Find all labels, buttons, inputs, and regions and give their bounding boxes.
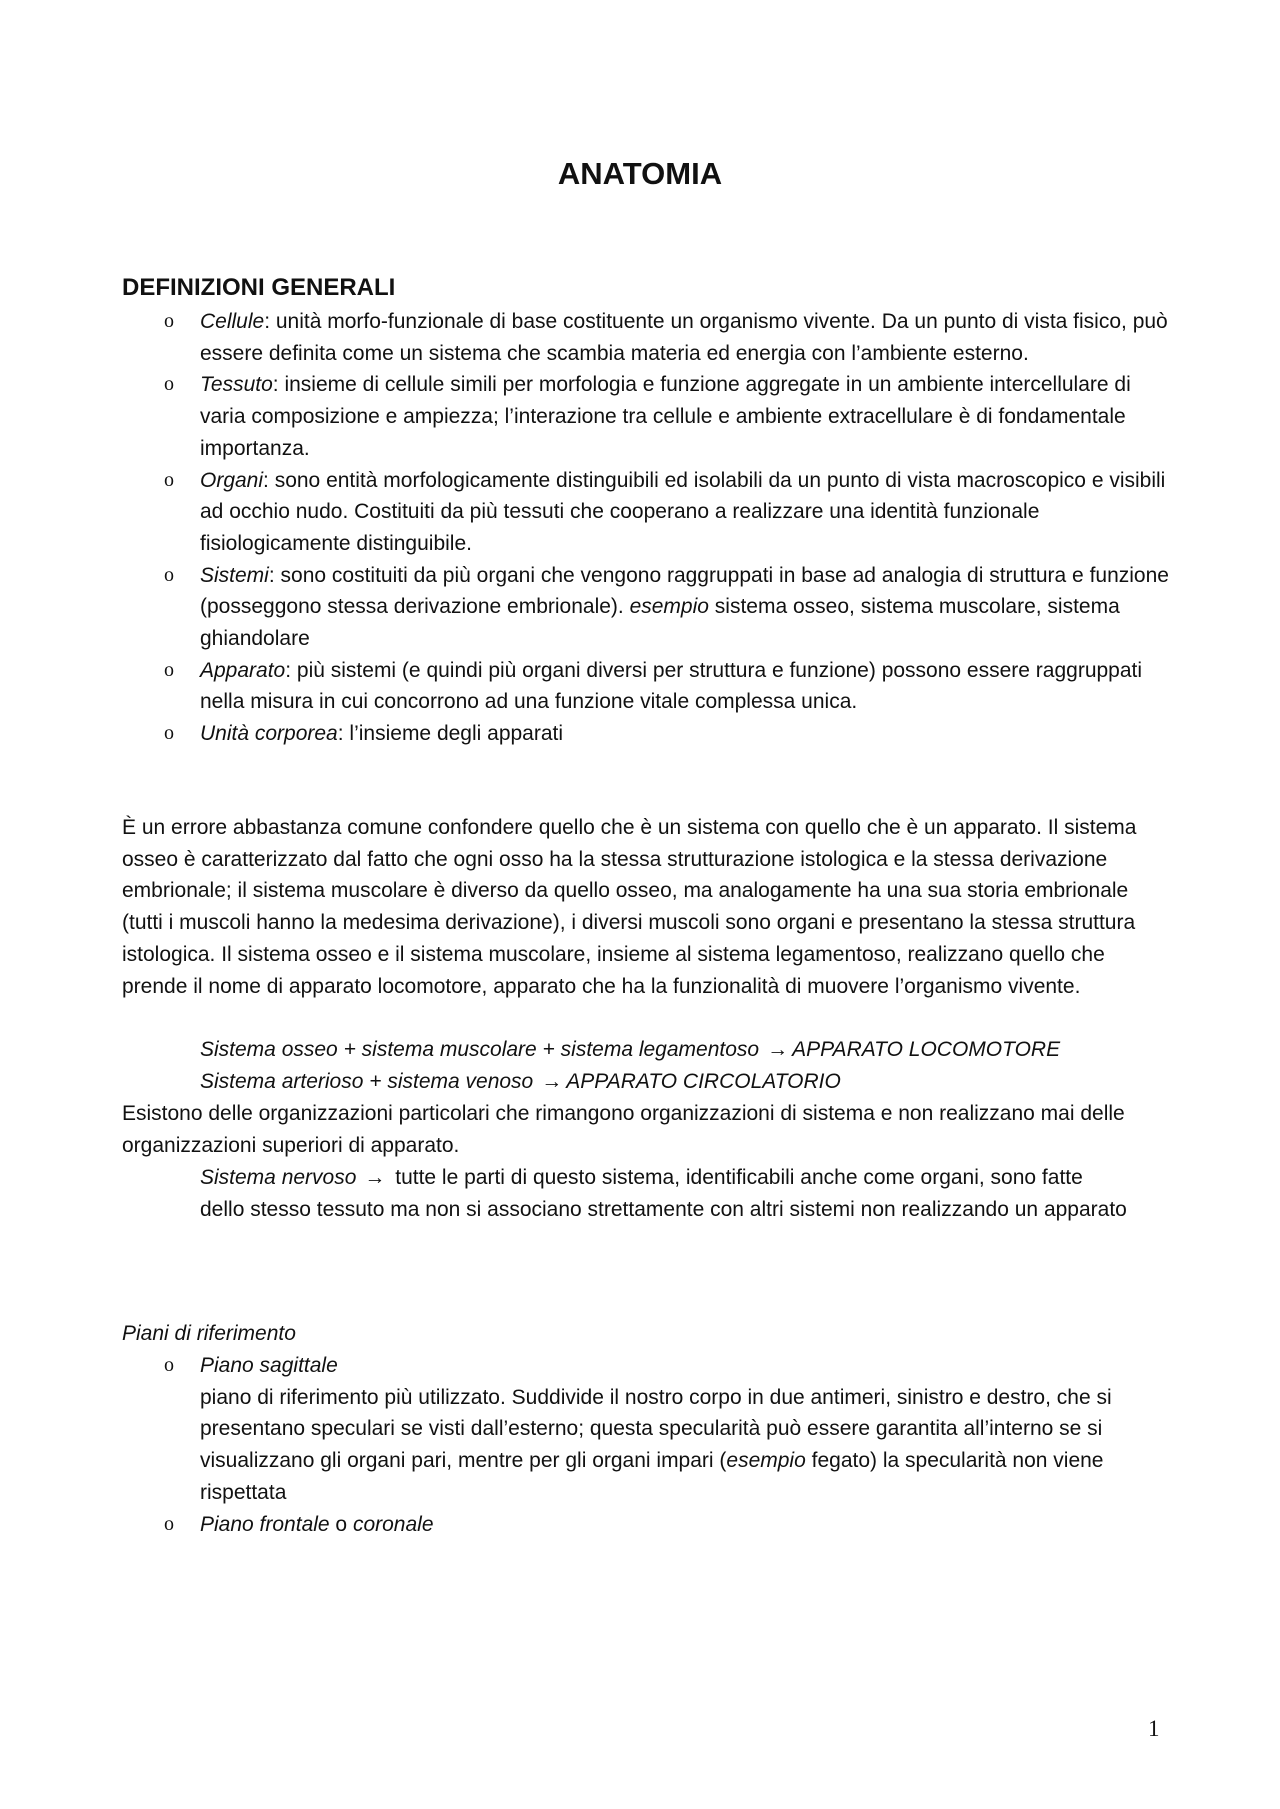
nervous-system-note: [200, 1162, 1130, 1225]
definition-text: : unità morfo-funzionale di base costituente un organismo vivente. Da un punto di vista fisico, può essere definita come un sistema che scambia materia ed energia con l’ambiente esterno.: [200, 310, 1168, 365]
plane-text: piano di riferimento più utilizzato. Suddivide il nostro corpo in due antimeri, sinistro e destro, che si presentano speculari se visti dall’esterno; questa specularità può essere garantita all’interno se si visualizzano gli organi pari, mentre per gli organi impari (: [200, 1385, 1112, 1473]
bullet: o: [164, 373, 174, 396]
definition-text-extra: sistema osseo, sistema muscolare, sistema ghiandolare: [200, 595, 1120, 651]
definition-text: : sono costituiti da più organi che vengono raggruppati in base ad analogia di struttura e funzione (posseggono stessa derivazione embrionale).: [200, 563, 1169, 619]
definition-text: : più sistemi (e quindi più organi diversi per struttura e funzione) possono essere raggruppati nella misura in cui concorrono ad una funzione vitale complessa unica.: [200, 658, 1143, 714]
definition-example: esempio: [629, 595, 709, 619]
list-item: [122, 655, 1172, 718]
bullet: o: [164, 310, 174, 332]
definition-term: Cellule: [200, 310, 265, 333]
formula-line: [200, 1034, 1130, 1066]
plane-example: esempio: [726, 1449, 806, 1473]
planes-title: Piani di riferimento: [122, 1322, 296, 1345]
plane-text-end: fegato) la specularità non viene rispettata: [200, 1449, 1104, 1504]
definition-text: : insieme di cellule simili per morfologia e funzione aggregate in un ambiente intercellulare di varia composizione e ampiezza; l’interazione tra cellule e ambiente extracellulare è di fondamentale importanza.: [200, 373, 1131, 460]
definition-term: Unità corporea: [200, 722, 338, 746]
paragraph: Esistono delle organizzazioni particolari che rimangono organizzazioni di sistema e non realizzano mai delle organizzazioni superiori di apparato.: [122, 1102, 1125, 1157]
plane-name: Piano sagittale: [200, 1354, 338, 1377]
definition-term: Organi: [200, 468, 264, 492]
formula-left: Sistema arterioso + sistema venoso: [200, 1070, 534, 1093]
list-item: [122, 465, 1172, 560]
bullet: o: [164, 722, 174, 745]
arrow-icon: →: [364, 1166, 386, 1189]
definitions-list: [122, 306, 1172, 750]
planes-list: [122, 1350, 1172, 1540]
list-item: [122, 306, 1172, 369]
arrow-icon: →: [541, 1070, 563, 1093]
bullet: o: [164, 1354, 174, 1376]
bullet: o: [164, 1512, 174, 1535]
bullet: o: [164, 563, 174, 586]
definition-term: Tessuto: [200, 373, 273, 397]
formula-right: APPARATO CIRCOLATORIO: [566, 1070, 841, 1093]
nervous-term: Sistema nervoso: [200, 1166, 357, 1189]
definition-term: Apparato: [200, 658, 286, 682]
nervous-text: tutte le parti di questo sistema, identificabili anche come organi, sono fatte dello stesso tessuto ma non si associano strettamente con altri sistemi non realizzando un apparato: [200, 1166, 1127, 1221]
section-heading: DEFINIZIONI GENERALI: [122, 274, 396, 301]
list-item: [122, 560, 1172, 655]
document-title: ANATOMIA: [557, 156, 723, 191]
plane-name: Piano frontale: [200, 1512, 330, 1536]
plane-name-alt: coronale: [352, 1512, 434, 1536]
bullet: o: [164, 658, 174, 681]
formula-left: Sistema osseo + sistema muscolare + sistema legamentoso: [200, 1038, 760, 1061]
list-item: [122, 718, 1172, 750]
definition-text: : l’insieme degli apparati: [337, 722, 564, 746]
list-item: [122, 1350, 1172, 1509]
bullet: o: [164, 468, 174, 491]
definition-text: : sono entità morfologicamente distinguibili ed isolabili da un punto di vista macroscopico e visibili ad occhio nudo. Costituiti da più tessuti che cooperano a realizzare una identità funzionale fisiologicamente distinguibile.: [200, 468, 1166, 555]
definition-term: Sistemi: [200, 563, 269, 587]
plane-name-conj: o: [329, 1512, 353, 1536]
list-item: [122, 369, 1172, 464]
list-item: [122, 1509, 1172, 1541]
formula-right: APPARATO LOCOMOTORE: [792, 1038, 1061, 1061]
formula-line: [200, 1066, 1130, 1098]
arrow-icon: →: [767, 1038, 789, 1061]
paragraph: È un errore abbastanza comune confondere quello che è un sistema con quello che è un apparato. Il sistema osseo è caratterizzato dal fatto che ogni osso ha la stessa strutturazione istologica e la stessa derivazione embrionale; il sistema muscolare è diverso da quello osseo, ma analogamente ha una sua storia embrionale (tutti i muscoli hanno la medesima derivazione), i diversi muscoli sono organi e presentano la stessa struttura istologica. Il sistema osseo e il sistema muscolare, insieme al sistema legamentoso, realizzano quello che prende il nome di apparato locomotore, apparato che ha la funzionalità di muovere l’organismo vivente.: [122, 816, 1137, 998]
page-number: 1: [1148, 1716, 1160, 1741]
